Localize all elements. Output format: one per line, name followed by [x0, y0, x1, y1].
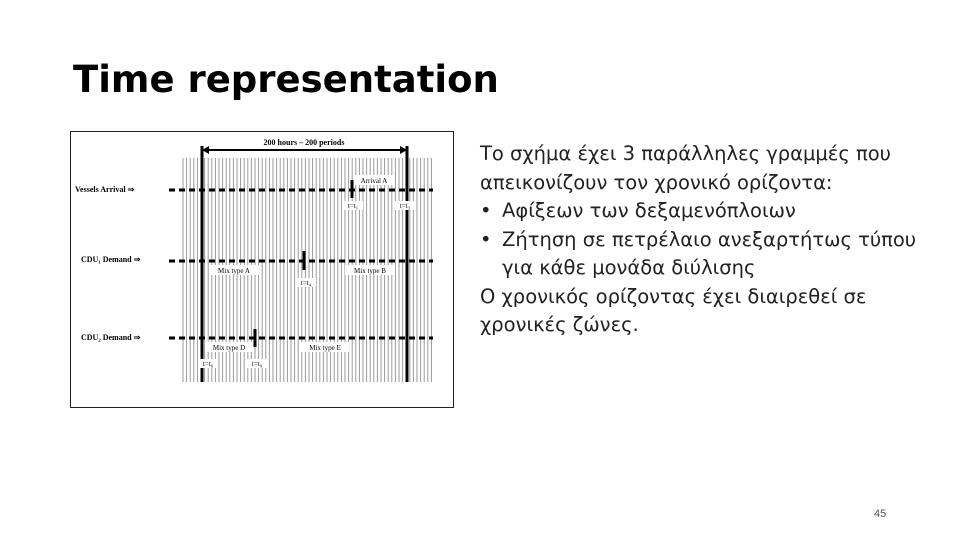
bullet-icon: •	[480, 199, 492, 222]
time-marker-t6: t=t₆	[202, 360, 214, 368]
intro-paragraph: Το σχήμα έχει 3 παράλληλες γραμμές που απεικονίζουν τον χρονικό ορίζοντα:	[480, 142, 891, 194]
bullet-item	[480, 197, 950, 226]
row-label-vessels: Vessels Arrival ⇒	[75, 185, 135, 194]
time-horizon-figure	[70, 131, 454, 408]
header-label: 200 hours – 200 periods	[263, 138, 345, 147]
bullet-icon: •	[480, 227, 492, 251]
event-label-mix-a: Mix type A	[218, 267, 250, 275]
event-label-mix-d: Mix type D	[212, 344, 246, 352]
time-marker-t3: t=t₃	[399, 202, 411, 210]
event-label-arrival-a: Arrival A	[360, 177, 388, 185]
event-label-mix-e: Mix type E	[309, 344, 341, 352]
time-marker-t1: t=t₁	[347, 202, 359, 210]
description-text	[480, 140, 950, 340]
outro-paragraph: Ο χρονικός ορίζοντας έχει διαιρεθεί σε χρονικές ζώνες.	[480, 284, 867, 336]
bullet-item	[480, 226, 950, 283]
page-number: 45	[874, 508, 887, 520]
row-label-cdu2: CDU₂ Demand ⇒	[81, 333, 141, 342]
bullet-text: Αφίξεων των δεξαμενόπλοιων	[502, 199, 796, 222]
time-marker-t9: t=t₉	[251, 360, 263, 368]
slide-title: Time representation	[73, 58, 499, 101]
bullet-text: Ζήτηση σε πετρέλαιο ανεξαρτήτως τύπου για κάθε μονάδα διύλισης	[502, 227, 917, 279]
time-marker-t4: t=t₄	[300, 279, 312, 287]
event-label-mix-b: Mix type B	[354, 267, 386, 275]
row-label-cdu1: CDU₁ Demand ⇒	[81, 255, 141, 264]
time-horizon-diagram	[71, 132, 454, 408]
